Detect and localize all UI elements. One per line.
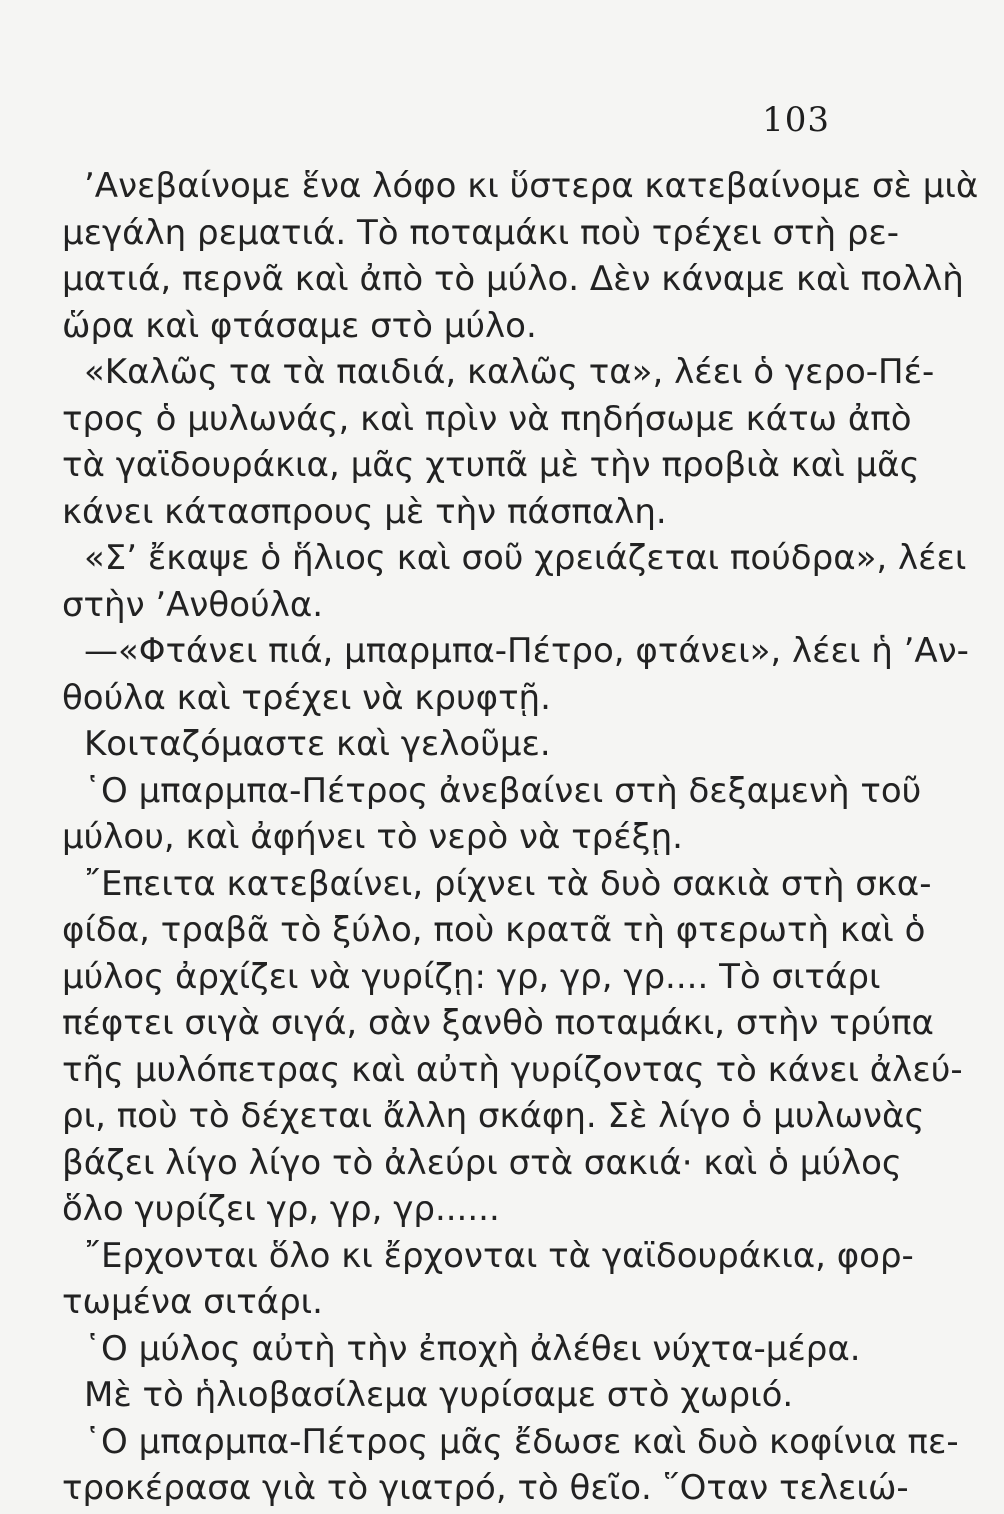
text-line: ῎Επειτα κατεβαίνει, ρίχνει τὰ δυὸ σακιὰ στὴ σκα- (84, 863, 932, 904)
text-line: ρι, ποὺ τὸ δέχεται ἄλλη σκάφη. Σὲ λίγο ὁ μυλωνὰς (62, 1096, 925, 1136)
text-line: τῆς μυλόπετρας καὶ αὐτὴ γυρίζοντας τὸ κάνει ἀλεύ- (62, 1049, 963, 1090)
text-line: στὴν ʼΑνθούλα. (62, 584, 324, 625)
text-line: ʼΑνεβαίνομε ἕνα λόφο κι ὕστερα κατεβαίνομε σὲ μιὰ (84, 166, 979, 206)
text-line: ὥρα καὶ φτάσαμε στὸ μύλο. (62, 305, 537, 346)
text-line: βάζει λίγο λίγο τὸ ἀλεύρι στὰ σακιά· καὶ ὁ μύλος (62, 1142, 902, 1183)
text-line: μεγάλη ρεματιά. Τὸ ποταμάκι ποὺ τρέχει στὴ ρε- (62, 212, 900, 253)
text-line: κάνει κάτασπρους μὲ τὴν πάσπαλη. (62, 491, 667, 532)
text-line: τρος ὁ μυλωνάς, καὶ πρὶν νὰ πηδήσωμε κάτω ἀπὸ (62, 398, 912, 439)
text-line: ματιά, περνᾶ καὶ ἀπὸ τὸ μύλο. Δὲν κάναμε καὶ πολλὴ (62, 259, 964, 299)
text-line: φίδα, τραβᾶ τὸ ξύλο, ποὺ κρατᾶ τὴ φτερωτὴ καὶ ὁ (62, 910, 926, 950)
text-line: μύλος ἀρχίζει νὰ γυρίζῃ: γρ, γρ, γρ.... Τὸ σιτάρι (62, 956, 881, 997)
text-line: Μὲ τὸ ἡλιοβασίλεμα γυρίσαμε στὸ χωριό. (84, 1375, 794, 1415)
text-line: τὰ γαϊδουράκια, μᾶς χτυπᾶ μὲ τὴν προβιὰ καὶ μᾶς (62, 445, 920, 485)
text-line: μύλου, καὶ ἀφήνει τὸ νερὸ νὰ τρέξῃ. (62, 817, 683, 857)
page-number: 103 (762, 100, 830, 140)
text-line: τωμένα σιτάρι. (62, 1282, 323, 1322)
text-line: ῾Ο μύλος αὐτὴ τὴν ἐποχὴ ἀλέθει νύχτα-μέρα. (84, 1328, 861, 1369)
text-line: ῾Ο μπαρμπα-Πέτρος ἀνεβαίνει στὴ δεξαμενὴ τοῦ (84, 770, 922, 811)
text-line: —«Φτάνει πιά, μπαρμπα-Πέτρο, φτάνει», λέει ἡ ʼΑν- (84, 631, 969, 671)
text-line: πέφτει σιγὰ σιγά, σὰν ξανθὸ ποταμάκι, στὴν τρύπα (62, 1003, 934, 1043)
text-line: «Καλῶς τα τὰ παιδιά, καλῶς τα», λέει ὁ γερο-Πέ- (84, 352, 935, 392)
text-line: «Σʼ ἔκαψε ὁ ἥλιος καὶ σοῦ χρειάζεται πούδρα», λέει (84, 538, 967, 578)
text-line: ῎Ερχονται ὅλο κι ἔρχονται τὰ γαϊδουράκια, φορ- (84, 1235, 914, 1276)
text-line: τροκέρασα γιὰ τὸ γιατρό, τὸ θεῖο. ῞Οταν τελειώ- (62, 1468, 909, 1508)
text-line: ῾Ο μπαρμπα-Πέτρος μᾶς ἔδωσε καὶ δυὸ κοφίνια πε- (84, 1421, 959, 1462)
text-line: ὅλο γυρίζει γρ, γρ, γρ...... (62, 1189, 500, 1229)
text-line: θούλα καὶ τρέχει νὰ κρυφτῇ. (62, 677, 551, 718)
text-line: Κοιταζόμαστε καὶ γελοῦμε. (84, 724, 551, 764)
